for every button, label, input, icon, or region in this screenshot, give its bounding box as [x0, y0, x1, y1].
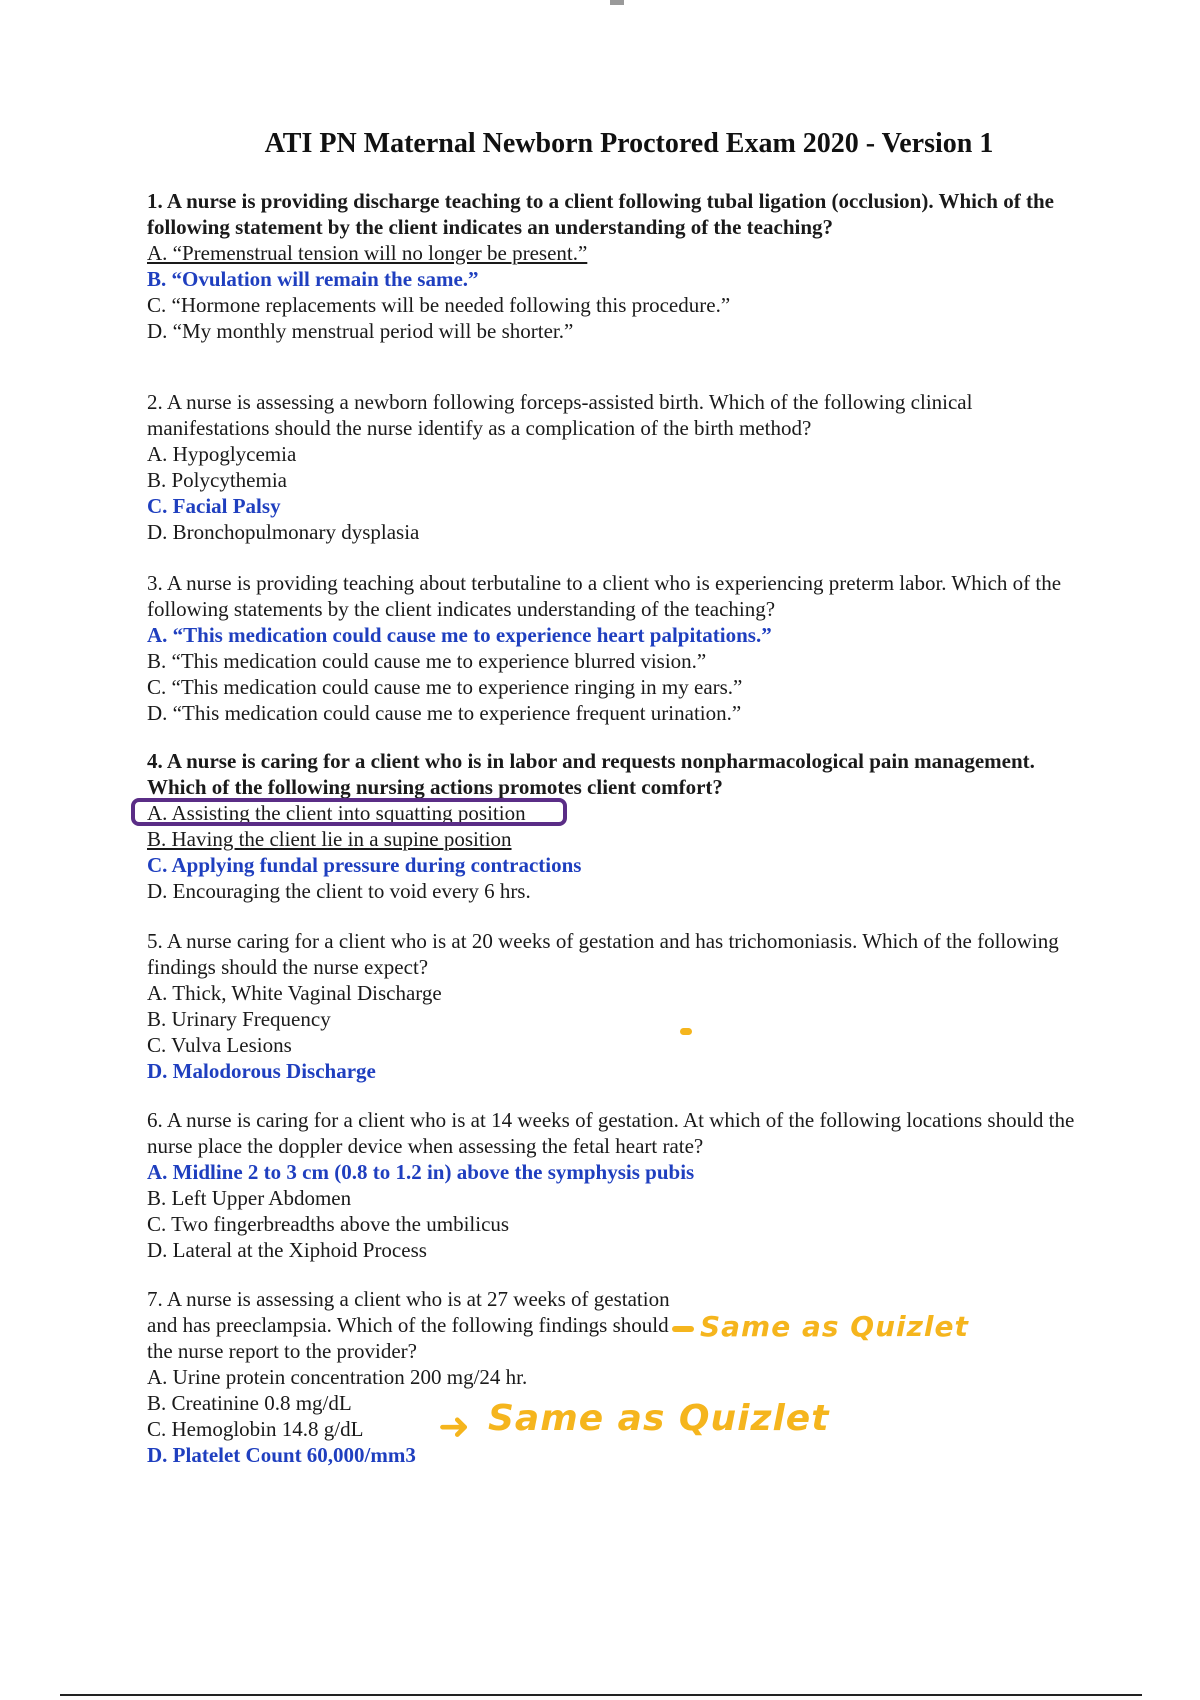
handdrawn-circle-mark: [131, 798, 567, 826]
option-c: C. Vulva Lesions: [147, 1033, 292, 1057]
option-a: A. “Premenstrual tension will no longer be present.”: [147, 241, 588, 265]
question-stem: 2. A nurse is assessing a newborn following forceps-assisted birth. Which of the following clinical manifestations should the nurse identify as a complication of the birth method?: [147, 390, 973, 440]
option-a: A. Thick, White Vaginal Discharge: [147, 981, 442, 1005]
option-a-correct: A. “This medication could cause me to experience heart palpitations.”: [147, 623, 772, 647]
question-6: [147, 1107, 1087, 1263]
option-d: D. Bronchopulmonary dysplasia: [147, 520, 420, 544]
arrow-right-icon: ➜: [438, 1404, 471, 1448]
page-top-mark: [610, 0, 624, 5]
question-stem: 6. A nurse is caring for a client who is at 14 weeks of gestation. At which of the following locations should the nurse place the doppler device when assessing the fetal heart rate?: [147, 1108, 1075, 1158]
question-7: [147, 1286, 687, 1468]
option-b: B. Urinary Frequency: [147, 1007, 331, 1031]
option-d: D. “This medication could cause me to experience frequent urination.”: [147, 701, 742, 725]
option-b: B. Having the client lie in a supine position: [147, 827, 512, 851]
handwritten-note-2: Same as Quizlet: [488, 1398, 830, 1439]
question-4: [147, 748, 1087, 904]
handwritten-dash-mark: [672, 1326, 694, 1332]
option-a-correct: A. Midline 2 to 3 cm (0.8 to 1.2 in) above the symphysis pubis: [147, 1160, 695, 1184]
question-stem: 1. A nurse is providing discharge teaching to a client following tubal ligation (occlusion). Which of the following statement by the client indicates an understanding of the teaching?: [147, 189, 1054, 239]
option-d: D. Lateral at the Xiphoid Process: [147, 1238, 427, 1262]
option-b: B. Creatinine 0.8 mg/dL: [147, 1391, 352, 1415]
question-2: [147, 389, 1087, 545]
option-d-correct: D. Platelet Count 60,000/mm3: [147, 1443, 416, 1467]
ink-dot-mark: [680, 1028, 692, 1035]
question-stem: 5. A nurse caring for a client who is at 20 weeks of gestation and has trichomoniasis. Which of the following findings should the nurse expect?: [147, 929, 1059, 979]
question-3: [147, 570, 1087, 726]
option-c: C. “Hormone replacements will be needed following this procedure.”: [147, 293, 731, 317]
option-b: B. Polycythemia: [147, 468, 287, 492]
question-5: [147, 928, 1087, 1084]
question-1: [147, 188, 1087, 344]
option-b-correct: B. “Ovulation will remain the same.”: [147, 267, 479, 291]
question-stem: 4. A nurse is caring for a client who is in labor and requests nonpharmacological pain management. Which of the following nursing actions promotes client comfort?: [147, 749, 1035, 799]
handwritten-note-1: Same as Quizlet: [700, 1310, 969, 1343]
option-c: C. “This medication could cause me to experience ringing in my ears.”: [147, 675, 743, 699]
question-stem: 3. A nurse is providing teaching about terbutaline to a client who is experiencing preterm labor. Which of the following statements by the client indicates understanding of the teaching?: [147, 571, 1062, 621]
question-stem: 7. A nurse is assessing a client who is at 27 weeks of gestation and has preeclampsia. Which of the following findings should the nurse report to the provider?: [147, 1287, 670, 1363]
option-c: C. Hemoglobin 14.8 g/dL: [147, 1417, 364, 1441]
option-d: D. “My monthly menstrual period will be shorter.”: [147, 319, 574, 343]
bottom-rule: [60, 1694, 1142, 1696]
option-a: A. Urine protein concentration 200 mg/24 hr.: [147, 1365, 528, 1389]
option-d-correct: D. Malodorous Discharge: [147, 1059, 376, 1083]
option-c-correct: C. Facial Palsy: [147, 494, 281, 518]
option-c-correct: C. Applying fundal pressure during contractions: [147, 853, 582, 877]
option-d: D. Encouraging the client to void every 6 hrs.: [147, 879, 531, 903]
option-a: A. Assisting the client into squatting position: [147, 801, 526, 825]
option-b: B. “This medication could cause me to experience blurred vision.”: [147, 649, 707, 673]
option-b: B. Left Upper Abdomen: [147, 1186, 352, 1210]
option-a: A. Hypoglycemia: [147, 442, 297, 466]
option-c: C. Two fingerbreadths above the umbilicus: [147, 1212, 510, 1236]
document-title: ATI PN Maternal Newborn Proctored Exam 2020 - Version 1: [264, 128, 994, 159]
